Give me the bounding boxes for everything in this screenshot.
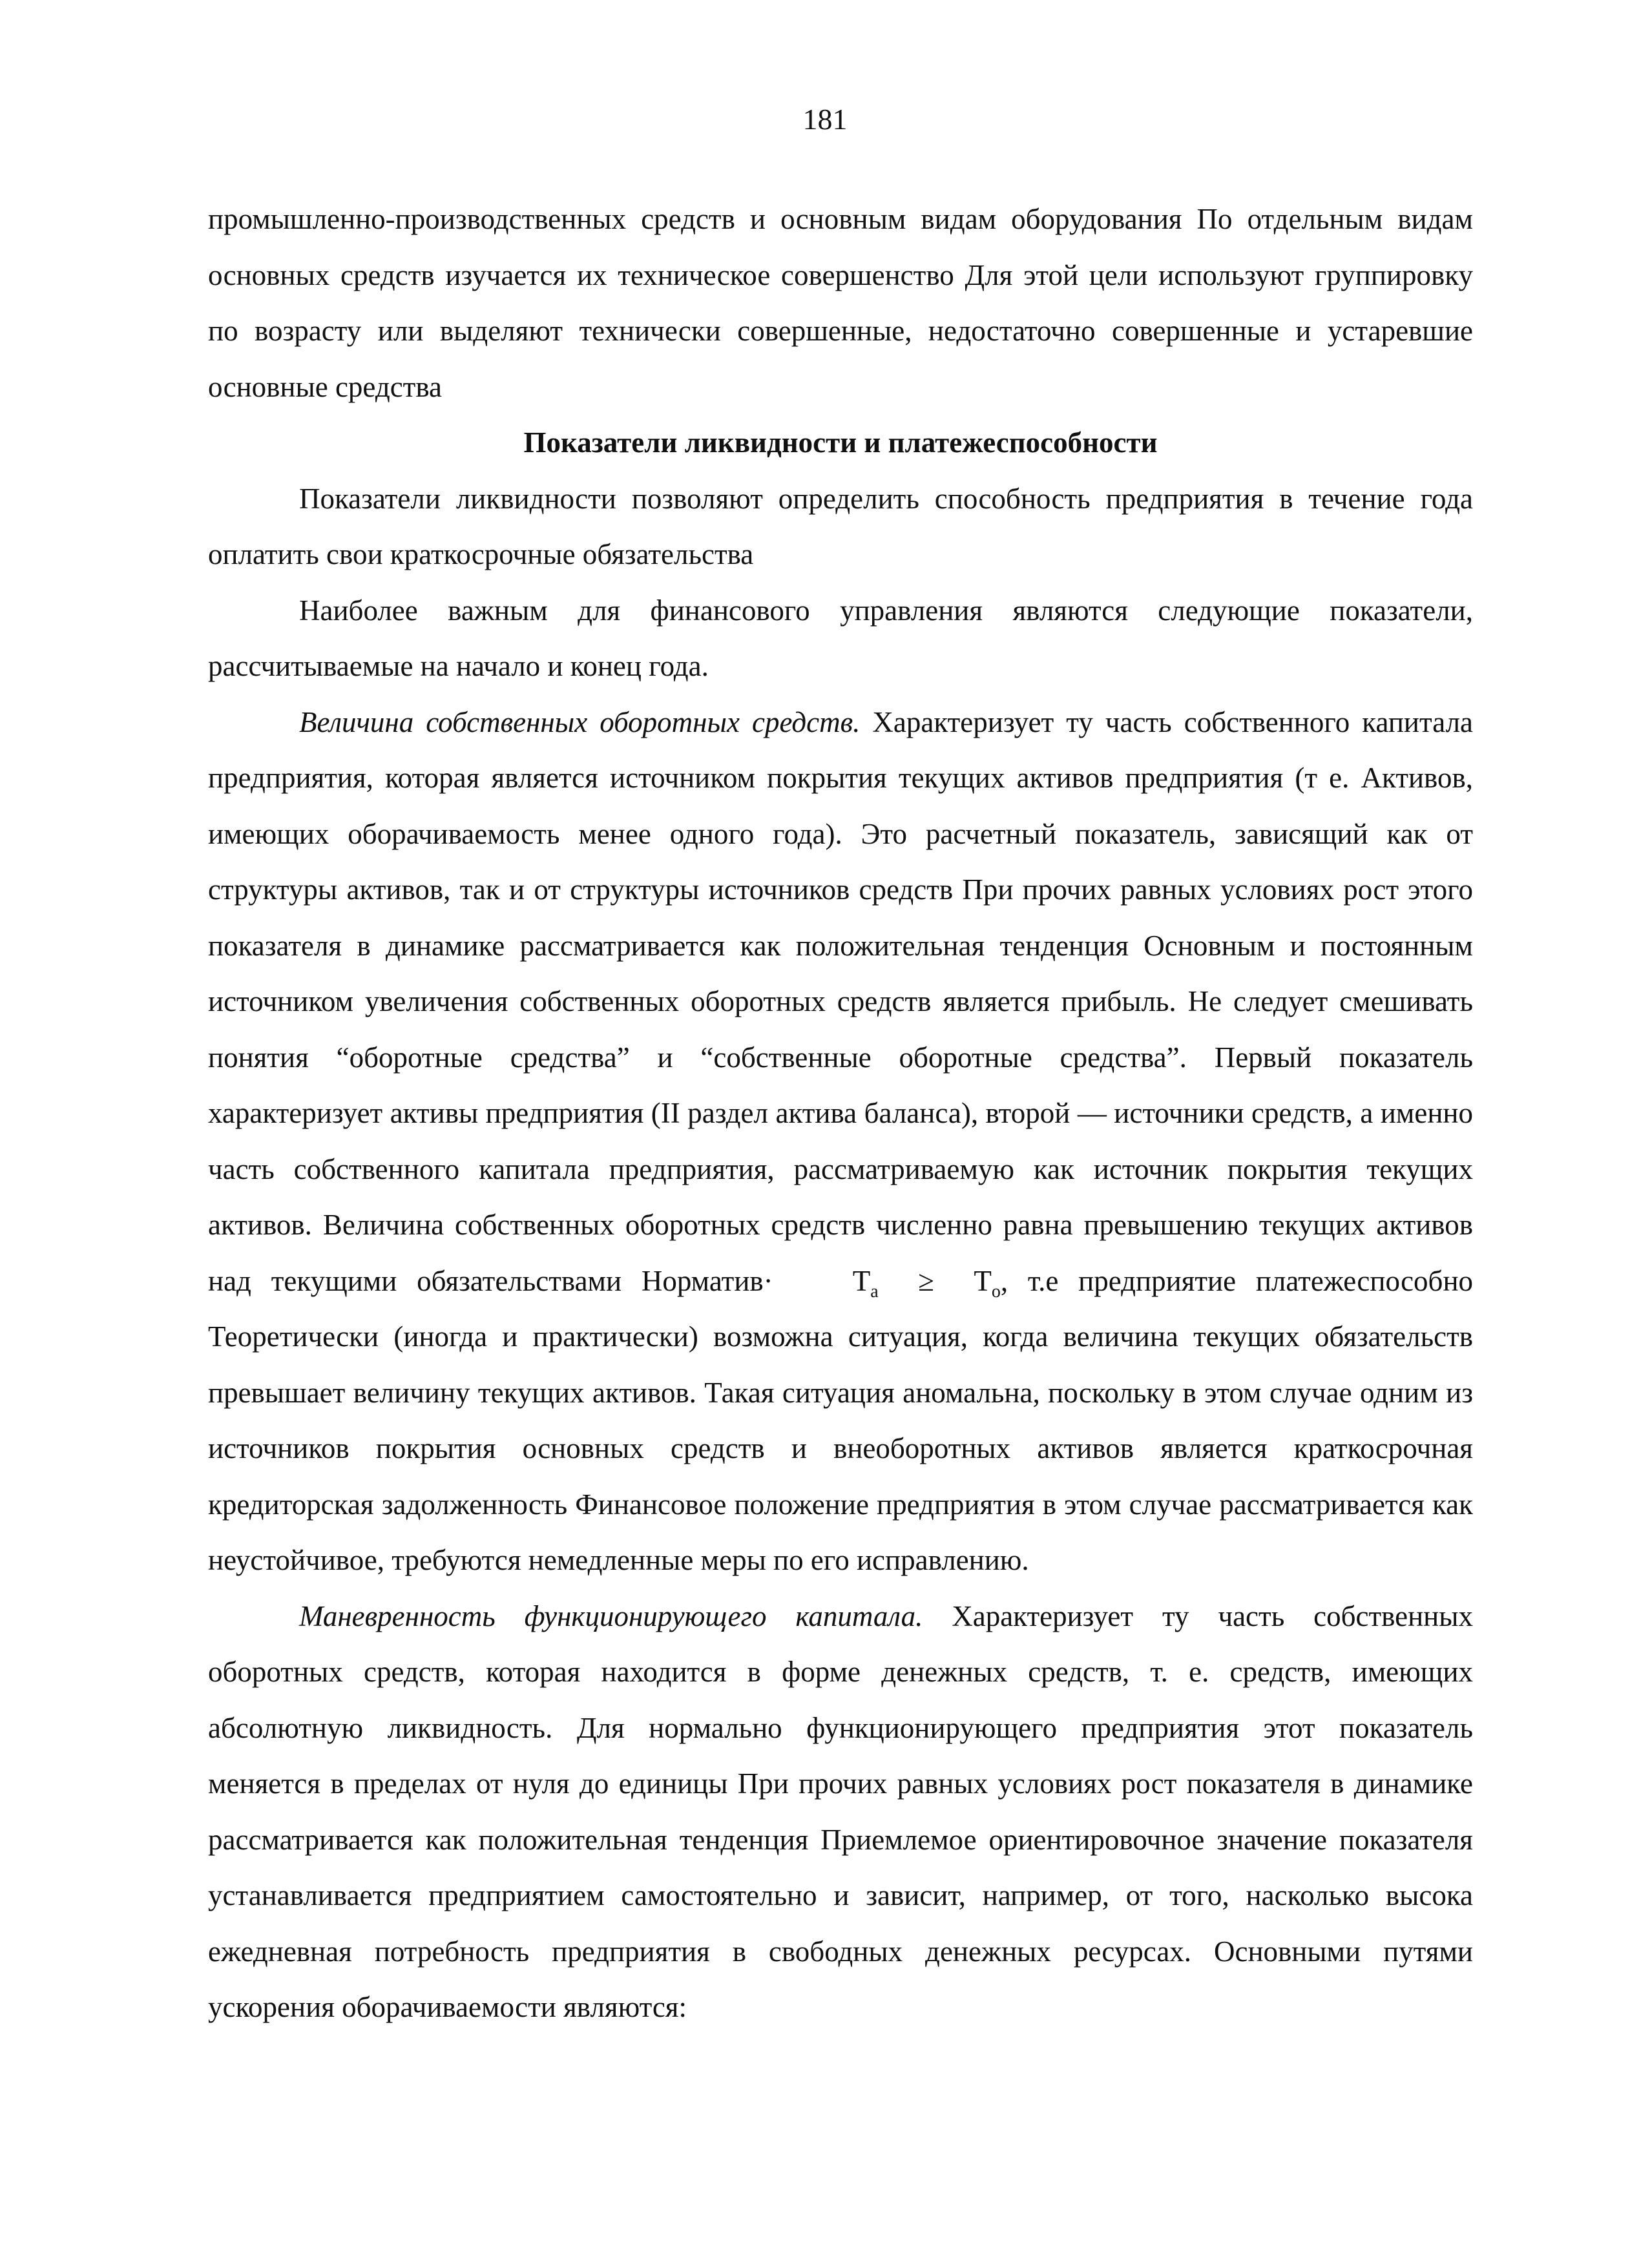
paragraph-working-capital-text: Характеризует ту часть собственного капитала предприятия, которая является источником покрытия текущих активов предприятия (т е. Активов, имеющих оборачиваемость менее одного года). Это расчетный показатель, зависящий как от структуры активов, так и от структуры источников средств При прочих равных условиях рост этого показателя в динамике рассматривается как положительная тенденция Основным и постоянным источником увеличения собственных оборотных средств является прибыль. Не следует смешивать понятия “оборотные средства” и “собственные оборотные средства”. Первый показатель характеризует активы предприятия (II раздел актива баланса), второй — источники средств, а именно часть собственного капитала предприятия, рассматриваемую как источник покрытия текущих активов. Величина собственных оборотных средств численно равна превышению текущих активов над текущими обязательствами Норматив·: [208, 705, 1473, 1297]
paragraph-key-indicators: Наиболее важным для финансового управления являются следующие показатели, рассчитываемые на начало и конец года.: [208, 594, 1473, 682]
paragraph-working-capital-text-end: , т.е предприятие платежеспособно Теоретически (иногда и практически) возможна ситуация, когда величина текущих обязательств превышает величину текущих активов. Такая ситуация аномальна, поскольку в этом случае одним из источников покрытия основных средств и внеоборотных активов является краткосрочная кредиторская задолженность Финансовое положение предприятия в этом случае рассматривается как неустойчивое, требуются немедленные меры по его исправлению.: [208, 1264, 1474, 1576]
paragraph-continuation: промышленно-производственных средств и основным видам оборудования По отдельным видам основных средств изучается их техническое совершенство Для этой цели используют группировку по возрасту или выделяют технически совершенные, недостаточно совершенные и устаревшие основные средства: [208, 203, 1473, 403]
paragraph-working-capital: [208, 694, 1473, 1588]
page-number: 181: [802, 103, 848, 136]
paragraph-liquidity-intro: Показатели ликвидности позволяют определить способность предприятия в течение года оплатить свои краткосрочные обязательства: [208, 482, 1473, 570]
paragraph-maneuverability-text: Характеризует ту часть собственных оборотных средств, которая находится в форме денежных средств, т. е. средств, имеющих абсолютную ликвидность. Для нормально функционирующего предприятия этот показатель меняется в пределах от нуля до единицы При прочих равных условиях рост показателя в динамике рассматривается как положительная тенденция Приемлемое ориентировочное значение показателя устанавливается предприятием самостоятельно и зависит, например, от того, насколько высока ежедневная потребность предприятия в свободных денежных ресурсах. Основными путями ускорения оборачиваемости являются:: [208, 1599, 1473, 2023]
formula-left-symbol: T: [852, 1264, 871, 1297]
formula-relation: ≥: [918, 1264, 934, 1297]
paragraph-maneuverability: [208, 1588, 1473, 2035]
formula-right-symbol: T: [974, 1264, 992, 1297]
section-heading: Показатели ликвидности и платежеспособности: [523, 426, 1158, 459]
formula-norm: [852, 1264, 1001, 1302]
term-working-capital: Величина собственных оборотных средств.: [299, 705, 861, 738]
term-maneuverability: Маневренность функционирующего капитала.: [299, 1599, 923, 1632]
text-body: [208, 191, 1473, 2035]
formula-right-subscript: o: [991, 1281, 1001, 1302]
formula-left-subscript: a: [870, 1281, 879, 1302]
